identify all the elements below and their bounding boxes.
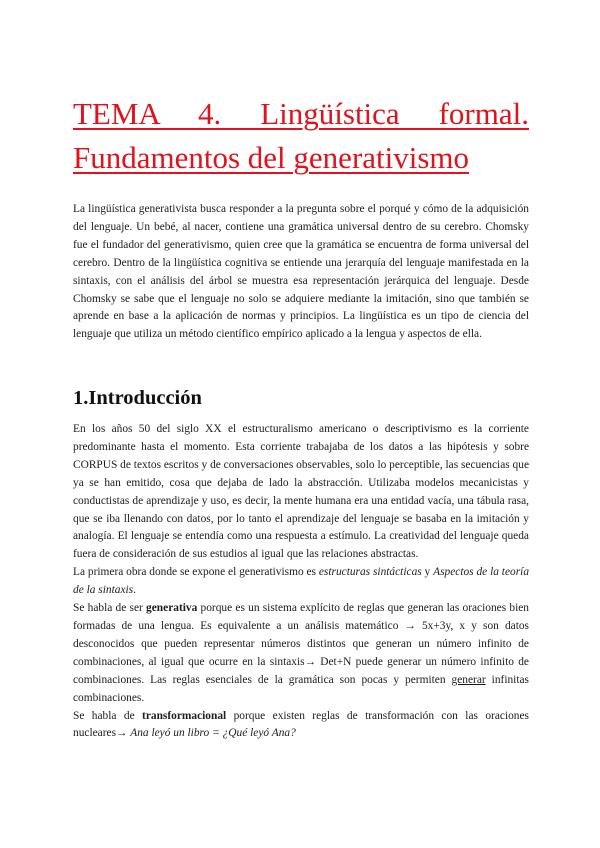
paragraph-generativa-text-c: infinitas combinaciones.: [73, 673, 529, 704]
page-title-line-2: Fundamentos del generativismo: [73, 140, 470, 175]
work-title-estructuras-sintacticas: estructuras sintácticas: [318, 566, 422, 579]
paragraph-structuralism: En los años 50 del siglo XX el estructuralismo americano o descriptivismo es la corriente predominante hasta el momento. Esta corriente trabajaba de los datos a las hipótesis y sobre CORPUS de textos escritos y de conversaciones observables, solo lo perceptible, las secuencias que ya se han emitido, cosa que dejaba de lado la abstracción. Utilizaba modelos mecanicistas y conductistas de aprendizaje y uso, es decir, la mente humana era una entidad vacía, una tábula rasa, que se iba llenando con datos, por lo tanto el aprendizaje del lenguaje se basaba en la imitación y analogía. El lenguaje se entendía como una respuesta a estímulo. La creatividad del lenguaje queda fuera de consideración de sus estudios al igual que las relaciones abstractas.: [73, 423, 529, 561]
paragraph-first-work: [73, 564, 529, 600]
page-title: [73, 92, 529, 180]
underlined-word-generar: generar: [451, 673, 486, 686]
paragraph-first-work-text-a: La primera obra donde se expone el generativismo es: [73, 566, 319, 579]
section-heading: 1.Introducción: [73, 387, 202, 409]
paragraph-transformacional: [73, 708, 529, 744]
page-title-line-1: TEMA 4. Lingüística formal.: [73, 96, 529, 131]
paragraph-generativa-text-b: porque es un sistema explícito de reglas que generan las oraciones bien formadas de una lengua. Es equivalente a un análisis matemático → 5x+3y, x y son datos desconocidos que pueden representar números distintos que generan un número infinito de combinaciones, al igual que ocurre en la sintaxis→ Det+N puede generar un número infinito de combinaciones. Las reglas esenciales de la gramática son pocas y permiten: [73, 602, 530, 686]
term-generativa: generativa: [146, 602, 198, 615]
paragraph-generativa-text-a: Se habla de ser: [73, 602, 147, 615]
intro-paragraph: La lingüística generativista busca responder a la pregunta sobre el porqué y cómo de la adquisición del lenguaje. Un bebé, al nacer, contiene una gramática universal dentro de su cerebro. Chomsky fue el fundador del generativismo, quien cree que la gramática se encuentra de forma universal del cerebro. Dentro de la lingüística cognitiva se entiende una jerarquía del lenguaje manifestada en la sintaxis, con el análisis del árbol se muestra esa representación jerárquica del lenguaje. Desde Chomsky se sabe que el lenguaje no solo se adquiere mediante la imitación, sino que también se aprende en base a la aplicación de normas y principios. La lingüística es un tipo de ciencia del lenguaje que utiliza un método científico empírico aplicado a la lengua y aspectos de ella.: [73, 203, 529, 341]
paragraph-transformacional-text-a: Se habla de: [73, 709, 143, 722]
example-sentence: Ana leyó un libro = ¿Qué leyó Ana?: [130, 727, 296, 740]
paragraph-transformacional-text-b: porque existen reglas de transformación con las oraciones nucleares→: [73, 709, 529, 740]
work-title-aspectos-teoria-sintaxis: Aspectos de la teoría de la sintaxis: [73, 566, 530, 597]
paragraph-first-work-text-b: y: [421, 566, 434, 579]
paragraph-generativa: [73, 600, 529, 707]
paragraph-first-work-text-c: .: [133, 584, 136, 597]
term-transformacional: transformacional: [142, 709, 227, 722]
section-body: [73, 421, 529, 743]
